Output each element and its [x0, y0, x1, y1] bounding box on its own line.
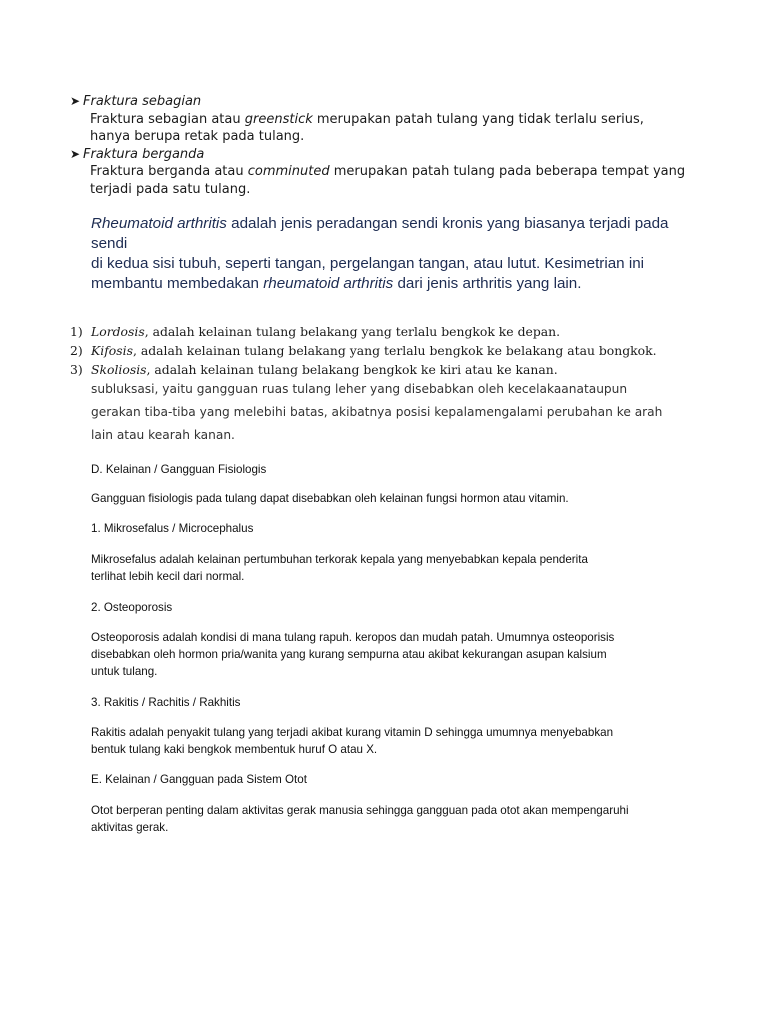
rheumatoid-arthritis-paragraph: Rheumatoid arthritis adalah jenis peradangan sendi kronis yang biasanya terjadi pada sendi di kedua sisi tubuh, seperti tangan, pergelangan tangan, atau lutut. Kesimetrian ini membantu membedakan rheumatoid arthritis dari jenis arthritis yang lain.: [91, 215, 669, 292]
text-line: aktivitas gerak.: [91, 821, 169, 834]
text-line: Mikrosefalus adalah kelainan pertumbuhan terkorak kepala yang menyebabkan kepala penderita: [91, 553, 588, 566]
text-block: [91, 461, 691, 478]
text-line: bentuk tulang kaki bengkok membentuk huruf O atau X.: [91, 743, 378, 756]
text-line: D. Kelainan / Gangguan Fisiologis: [91, 463, 267, 476]
fraktura-heading: ➤ Fraktura berganda: [70, 146, 205, 162]
fraktura-sebagian: [70, 93, 690, 146]
text-block: [91, 551, 691, 585]
fraktura-description: Fraktura sebagian atau greenstick merupakan patah tulang yang tidak terlalu serius, hanya berupa retak pada tulang.: [90, 111, 644, 144]
text-line: 1. Mikrosefalus / Microcephalus: [91, 522, 254, 535]
list-item: 1) Lordosis, adalah kelainan tulang belakang yang terlalu bengkok ke depan.: [70, 324, 561, 339]
subluksasi-paragraph: subluksasi, yaitu gangguan ruas tulang leher yang disebabkan oleh kecelakaanataupun gerakan tiba-tiba yang melebihi batas, akibatnya posisi kepalamengalami perubahan ke arah lain atau kearah kanan.: [91, 382, 663, 442]
text-line: Osteoporosis adalah kondisi di mana tulang rapuh. keropos dan mudah patah. Umumnya osteoporisis: [91, 631, 615, 644]
list-item: 2) Kifosis, adalah kelainan tulang belakang yang terlalu bengkok ke belakang atau bongkok.: [70, 343, 657, 358]
text-line: 2. Osteoporosis: [91, 601, 173, 614]
text-block: [91, 771, 691, 788]
fraktura-heading: ➤ Fraktura sebagian: [70, 94, 202, 109]
text-block: [91, 599, 691, 616]
text-line: disebabkan oleh hormon pria/wanita yang kurang sempurna atau akibat kekurangan asupan kalsium: [91, 648, 607, 661]
arrow-bullet-icon: ➤: [70, 146, 81, 161]
text-block: [91, 629, 691, 680]
text-line: Gangguan fisiologis pada tulang dapat disebabkan oleh kelainan fungsi hormon atau vitamin.: [91, 492, 569, 505]
text-line: Otot berperan penting dalam aktivitas gerak manusia sehingga gangguan pada otot akan mempengaruhi: [91, 804, 629, 817]
fraktura-description: Fraktura berganda atau comminuted merupakan patah tulang pada beberapa tempat yang terjadi pada satu tulang.: [90, 164, 686, 197]
fraktura-section: [70, 93, 690, 198]
text-block: [91, 802, 691, 836]
arrow-bullet-icon: ➤: [70, 94, 81, 108]
text-line: Rakitis adalah penyakit tulang yang terjadi akibat kurang vitamin D sehingga umumnya menyebabkan: [91, 726, 614, 739]
text-line: untuk tulang.: [91, 665, 158, 678]
list-item: 3) Skoliosis, adalah kelainan tulang belakang bengkok ke kiri atau ke kanan.: [70, 362, 558, 377]
text-line: 3. Rakitis / Rachitis / Rakhitis: [91, 696, 241, 709]
text-block: [91, 520, 691, 537]
text-line: terlihat lebih kecil dari normal.: [91, 570, 245, 583]
text-block: [91, 490, 691, 507]
spine-disorder-list: [70, 322, 690, 379]
text-block: [91, 724, 691, 758]
text-line: E. Kelainan / Gangguan pada Sistem Otot: [91, 773, 307, 786]
fraktura-berganda: [70, 146, 690, 199]
text-block: [91, 694, 691, 711]
